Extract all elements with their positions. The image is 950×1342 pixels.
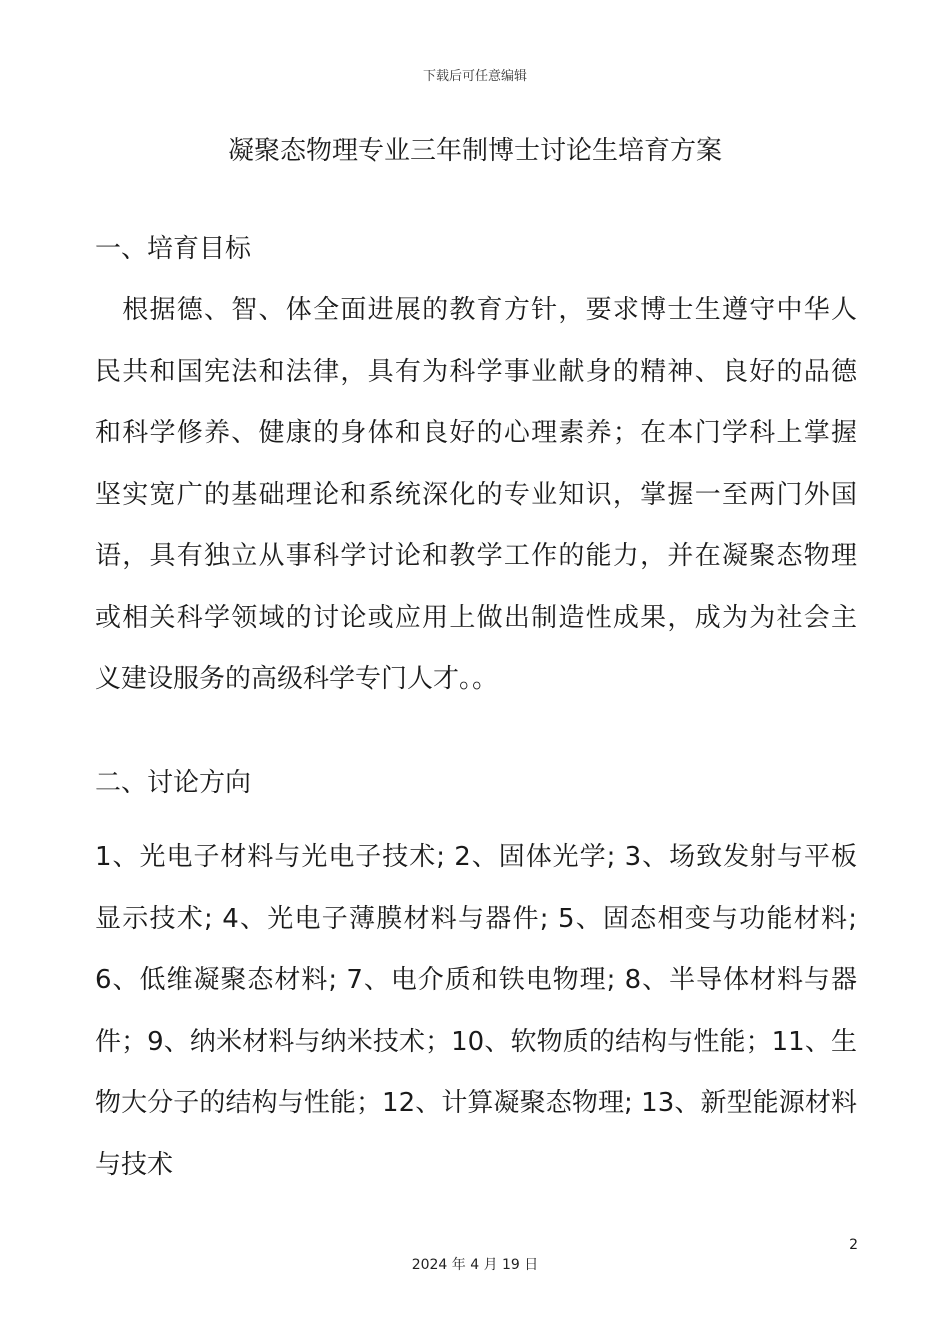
paragraph-line: 语，具有独立从事科学讨论和教学工作的能力，并在凝聚态物理 bbox=[95, 541, 857, 571]
paragraph-line: 1、光电子材料与光电子技术; 2、固体光学; 3、场致发射与平板 bbox=[95, 842, 857, 872]
paragraph-goals bbox=[95, 280, 857, 711]
paragraph-line: 物大分子的结构与性能；12、计算凝聚态物理; 13、新型能源材料 bbox=[95, 1088, 857, 1118]
document-title: 凝聚态物理专业三年制博士讨论生培育方案 bbox=[227, 136, 722, 166]
header-note: 下载后可任意编辑 bbox=[422, 69, 527, 84]
paragraph-line: 和科学修养、健康的身体和良好的心理素养；在本门学科上掌握 bbox=[95, 418, 857, 448]
section-heading-directions: 二、讨论方向 bbox=[95, 768, 252, 798]
paragraph-directions bbox=[95, 827, 857, 1196]
paragraph-line: 义建设服务的高级科学专门人才。。 bbox=[95, 664, 499, 694]
paragraph-line: 与技术 bbox=[95, 1149, 174, 1180]
footer-date: 2024 年 4 月 19 日 bbox=[411, 1257, 539, 1273]
paragraph-line: 民共和国宪法和法律，具有为科学事业献身的精神、良好的品德 bbox=[95, 356, 857, 387]
paragraph-line: 根据德、智、体全面进展的教育方针，要求博士生遵守中华人 bbox=[95, 295, 857, 325]
paragraph-line: 6、低维凝聚态材料; 7、电介质和铁电物理; 8、半导体材料与器 bbox=[95, 965, 857, 995]
paragraph-line: 显示技术; 4、光电子薄膜材料与器件; 5、固态相变与功能材料; bbox=[95, 903, 857, 934]
paragraph-line: 件；9、纳米材料与纳米技术；10、软物质的结构与性能；11、生 bbox=[95, 1026, 857, 1057]
paragraph-line: 坚实宽广的基础理论和系统深化的专业知识，掌握一至两门外国 bbox=[95, 479, 857, 510]
section-heading-goals: 一、培育目标 bbox=[95, 234, 252, 264]
page-number: 2 bbox=[849, 1237, 858, 1253]
paragraph-line: 或相关科学领域的讨论或应用上做出制造性成果，成为为社会主 bbox=[95, 602, 857, 633]
